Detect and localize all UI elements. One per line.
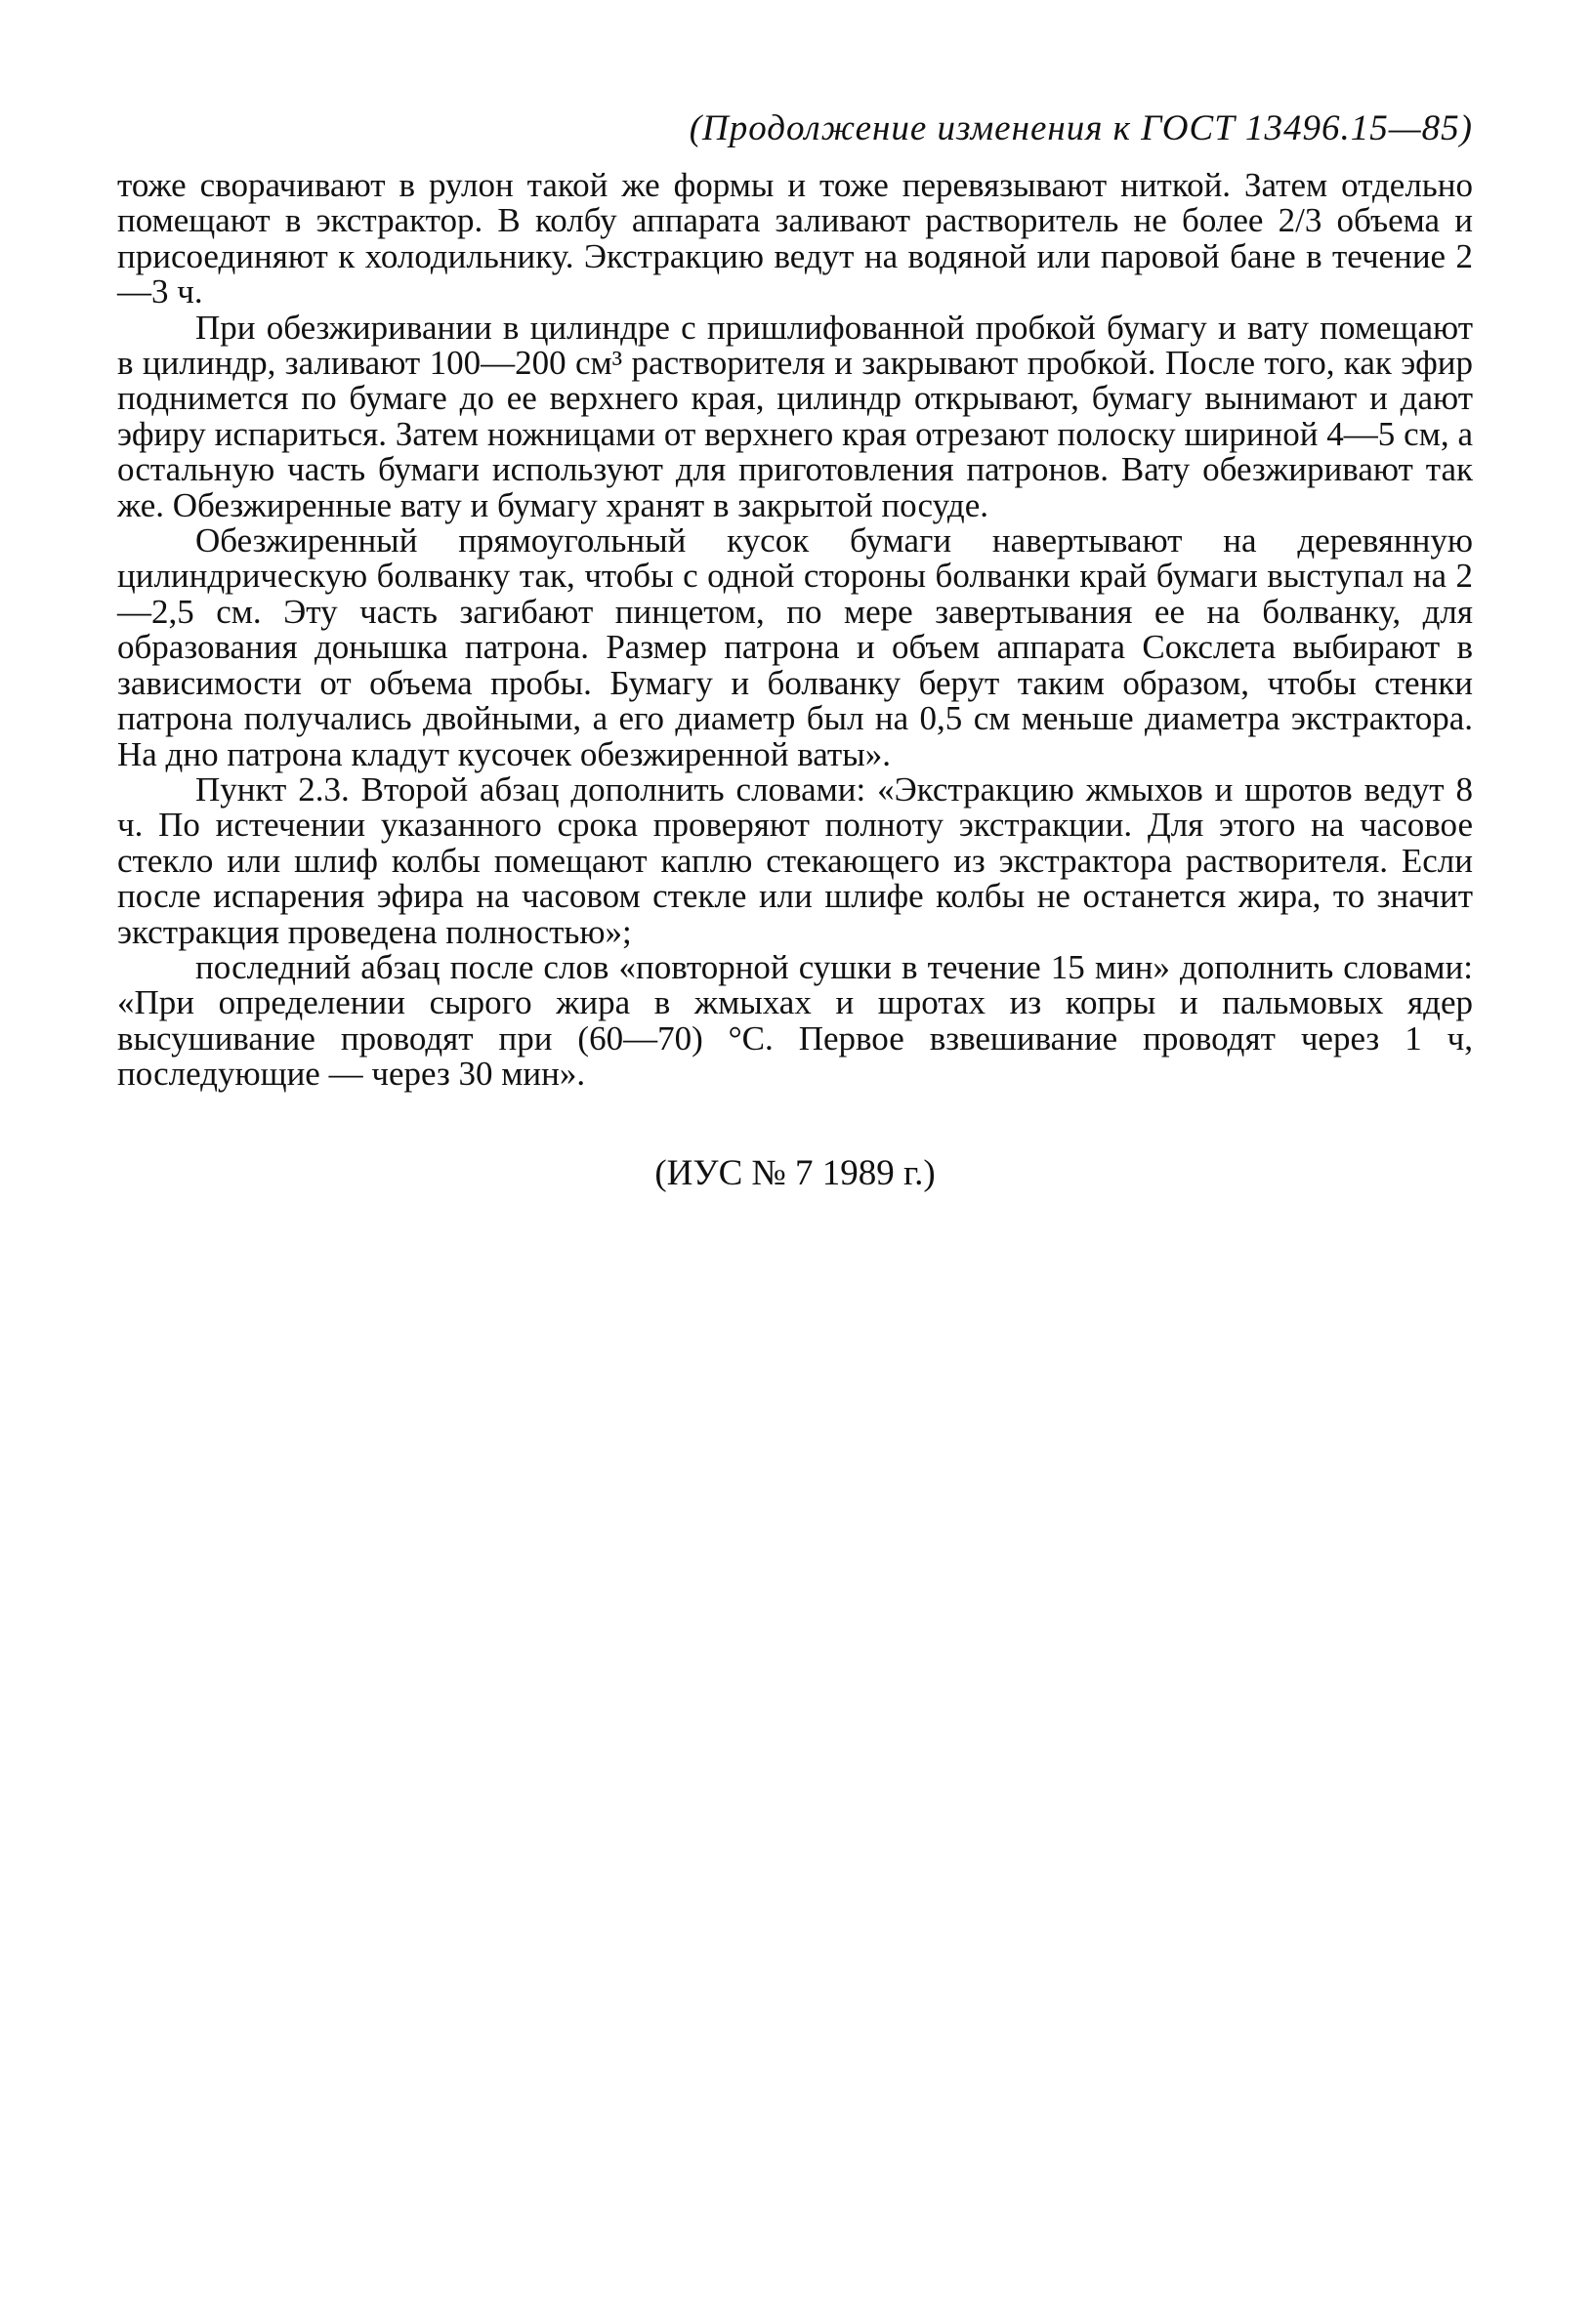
- paragraph-last-addition: последний абзац после слов «повторной сушки в течение 15 мин» дополнить словами: «При определении сырого жира в жмыхах и шротах из копры и пальмовых ядер высушивание проводят при (60—70) °С. Первое взвешивание проводят через 1 ч, последующие — через 30 мин».: [117, 947, 1473, 1094]
- paragraph-cartridge-preparation: Обезжиренный прямоугольный кусок бумаги навертывают на деревянную цилиндрическую болванку так, чтобы с одной стороны болванки край бумаги выступал на 2—2,5 см. Эту часть загибают пинцетом, по мере завертывания ее на болванку, для образования донышка патрона. Размер патрона и объем аппарата Сокслета выбирают в зависимости от объема пробы. Бумагу и болванку берут таким образом, чтобы стенки патрона получались двойными, а его диаметр был на 0,5 см меньше диаметра экстрактора. На дно патрона кладут кусочек обезжиренной ваты».: [117, 521, 1473, 773]
- running-header: (Продолжение изменения к ГОСТ 13496.15—85): [689, 108, 1473, 148]
- paragraph-continuation: тоже сворачивают в рулон такой же формы и тоже перевязывают ниткой. Затем отдельно помещают в экстрактор. В колбу аппарата заливают растворитель не более 2/3 объема и присоединяют к холодильнику. Экстракцию ведут на водяной или паровой бане в течение 2—3 ч.: [117, 166, 1473, 311]
- paragraph-degreasing-cylinder: При обезжиривании в цилиндре с пришлифованной пробкой бумагу и вату помещают в цилиндр, заливают 100—200 см³ растворителя и закрывают пробкой. После того, как эфир поднимется по бумаге до ее верхнего края, цилиндр открывают, бумагу вынимают и дают эфиру испариться. Затем ножницами от верхнего края отрезают полоску шириной 4—5 см, а остальную часть бумаги используют для приготовления патронов. Вату обезжиривают так же. Обезжиренные вату и бумагу хранят в закрытой посуде.: [117, 308, 1473, 524]
- paragraph-clause-2-3: Пункт 2.3. Второй абзац дополнить словами: «Экстракцию жмыхов и шротов ведут 8 ч. По истечении указанного срока проверяют полноту экстракции. Для этого на часовое стекло или шлиф колбы помещают каплю стекающего из экстрактора растворителя. Если после испарения эфира на часовом стекле или шлифе колбы не останется жира, то значит экстракция проведена полностью»;: [117, 769, 1473, 951]
- source-reference: (ИУС № 7 1989 г.): [654, 1153, 936, 1193]
- body-text: [117, 168, 1473, 1093]
